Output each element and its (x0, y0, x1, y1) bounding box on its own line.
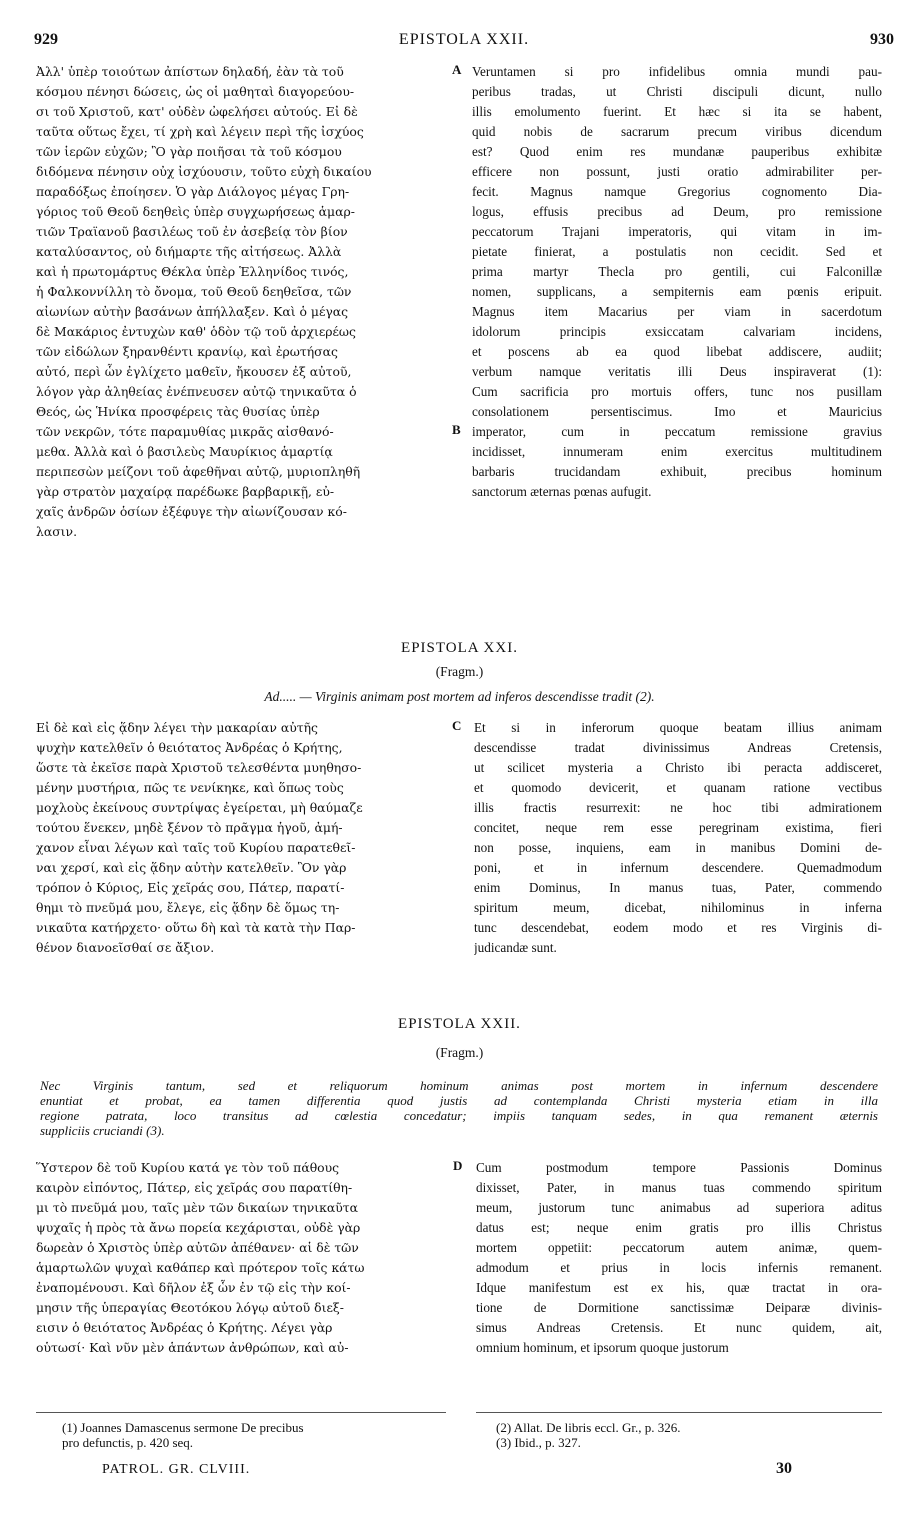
block1-greek-column (36, 62, 446, 542)
greek-text-line: διδόμενα πένησιν οὐχ ἰσχύουσιν, τοῦτο εὐχὴ δικαίου (36, 164, 372, 179)
latin-text-line: Et si in inferorum quoque beatam illius animam (474, 720, 882, 735)
epistola-21-title: EPISTOLA XXI. (401, 640, 518, 656)
epistola-21-fragment: (Fragm.) (435, 664, 484, 679)
footnote-line: (3) Ibid., p. 327. (496, 1435, 581, 1450)
epistola-22-fragment: (Fragm.) (435, 1045, 484, 1060)
latin-text-line: et poscens ab ea quod libebat addiscere, audiit; (472, 344, 882, 359)
epistola-21-argument: Ad..... — Virginis animam post mortem ad inferos descendisse tradit (2). (264, 689, 655, 704)
epistola-21-latin-column (474, 718, 882, 958)
epistola-22-argument (40, 1078, 878, 1138)
latin-text-line: nomen, supplicans, a sempiternis eam pœnis eripuit. (472, 284, 882, 299)
footnote-rule-right (476, 1412, 882, 1413)
latin-text-line: idolorum principis exsiccatam calvariam incidens, (472, 324, 882, 339)
greek-text-line: παραδόξως ἐποίησεν. Ὁ γὰρ Διάλογος μέγας Γρη- (36, 184, 350, 199)
greek-text-line: θημι τὸ πνεῦμά μου, ἔλεγε, εἰς ᾅδην δὲ ὅμως τη- (36, 900, 340, 915)
greek-text-line: νικαῦτα κατήρχετο· οὕτω δὴ καὶ τὰ κατὰ τὴν Παρ- (36, 920, 356, 935)
latin-text-line: spiritum meum, dicebat, nihilominus in inferna (474, 900, 882, 915)
latin-text-line: tunc descendebat, eodem modo et res Virginis di- (474, 920, 882, 935)
footnotes-left (62, 1420, 452, 1450)
greek-text-line: χανον εἶναι λέγων καὶ ταῖς τοῦ Κυρίου παρατεθεῖ- (36, 840, 356, 855)
latin-text-line: datus est; neque enim gratis pro illis Christus (476, 1220, 882, 1235)
greek-text-line: καιρὸν εἰπόντος, Πάτερ, εἰς χεῖράς σου παρατίθη- (36, 1180, 353, 1195)
greek-text-line: ἡ Φαλκοννίλλη τὸ ὄνομα, τοῦ Θεοῦ δεηθεῖσα, τῶν (36, 284, 352, 299)
greek-text-line: Εἰ δὲ καὶ εἰς ᾅδην λέγει τὴν μακαρίαν αὐτῆς (36, 720, 318, 735)
latin-text-line: incidisset, innumeram enim exercitus multitudinem (472, 444, 882, 459)
greek-text-line: ψυχαῖς ἡ πρὸς τὰ ἄνω πορεία κεχάρισται, οὐδὲ γὰρ (36, 1220, 361, 1235)
latin-text-line: consolationem persentiscimus. Imo et Mauricius (472, 404, 882, 419)
greek-text-line: δωρεὰν ὁ Χριστὸς ὑπὲρ αὐτῶν ἀπέθανεν· αἱ δὲ τῶν (36, 1240, 359, 1255)
greek-text-line: μησιν τῆς ὑπεραγίας Θεοτόκου λόγῳ αὐτοῦ διεξ- (36, 1300, 344, 1315)
greek-text-line: περιπεσὼν μείζονι τοῦ ἀφεθῆναι αὐτῷ, μυριοπληθῆ (36, 464, 361, 479)
margin-mark-a: A (452, 62, 462, 77)
latin-text-line: quid nobis de sacrarum precum viribus dicendum (472, 124, 882, 139)
margin-mark-b: B (452, 422, 461, 437)
latin-text-line: simus Andreas Cretensis. Et nunc quidem, ait, (476, 1320, 882, 1335)
greek-text-line: τιῶν Τραϊανοῦ βασιλέως τοῦ ἐν ἀσεβείᾳ τὸν βίον (36, 224, 348, 239)
latin-text-line: non posse, inquiens, eam in manibus Domini de- (474, 840, 882, 855)
latin-text-line: descendisse tradat divinissimus Andreas Cretensis, (474, 740, 882, 755)
page-number-left: 929 (34, 31, 58, 48)
argument-line: Nec Virginis tantum, sed et reliquorum hominum animas post mortem in infernum descendere (40, 1078, 878, 1093)
latin-text-line: omnium hominum, et ipsorum quoque justorum (476, 1340, 729, 1355)
latin-text-line: illis emolumento fuerint. Et hæc si ita se habent, (472, 104, 882, 119)
latin-text-line: meum, justorum tunc animabus ad superiora aditus (476, 1200, 882, 1215)
greek-text-line: αἰωνίων αὐτὴν βασάνων ἀπήλλαξεν. Καὶ ὁ μέγας (36, 304, 349, 319)
footnotes-right (496, 1420, 876, 1450)
greek-text-line: Θεός, ὡς Ἡνίκα προσφέρεις τὰς θυσίας ὑπὲρ (36, 404, 320, 419)
greek-text-line: εισιν ὁ θειότατος Ἀνδρέας ὁ Κρήτης. Λέγει γὰρ (36, 1320, 333, 1335)
footnote-line: (2) Allat. De libris eccl. Gr., p. 326. (496, 1420, 681, 1435)
latin-text-line: efficere non possunt, justi oratio admirabiliter per- (472, 164, 882, 179)
greek-text-line: σι τοῦ Χριστοῦ, κατ' οὐδὲν ὠφελήσει αὐτούς. Εἰ δὲ (36, 104, 358, 119)
latin-text-line: Veruntamen si pro infidelibus omnia mundi pau- (472, 64, 882, 79)
greek-text-line: τῶν νεκρῶν, τότε παραμυθίας μικρᾶς αἰσθανό- (36, 424, 334, 439)
margin-mark-c: C (452, 718, 462, 733)
latin-text-line: Cum sacrificia pro mortuis offers, tunc nos pusillam (472, 384, 882, 399)
latin-text-line: pietate finierat, a postulatis non cecidit. Sed et (472, 244, 882, 259)
greek-text-line: καὶ ἡ πρωτομάρτυς Θέκλα ὑπὲρ Ἑλληνίδος τινός, (36, 264, 349, 279)
latin-text-line: poni, et in infernum descendere. Quemadmodum (474, 860, 882, 875)
greek-text-line: μένην μυστήρια, πῶς τε νενίκηκε, καὶ ὅπως τοὺς (36, 780, 344, 795)
margin-mark-d: D (453, 1158, 463, 1173)
greek-text-line: μι τὸ πνεῦμά μου, ταῖς μὲν τῶν δικαίων τηνικαῦτα (36, 1200, 358, 1215)
latin-text-line: judicandæ sunt. (474, 940, 557, 955)
latin-text-line: est? Quod enim res mundanæ pauperibus exhibitæ (472, 144, 882, 159)
greek-text-line: ὥστε τὰ ἐκεῖσε παρὰ Χριστοῦ τελεσθέντα μυηθησο- (36, 760, 362, 775)
running-title: EPISTOLA XXII. (398, 31, 530, 48)
greek-text-line: ἐναπομένουσι. Καὶ δῆλον ἐξ ὧν ἐν τῷ εἰς τὴν κοί- (36, 1280, 351, 1295)
argument-line: suppliciis cruciandi (3). (40, 1123, 165, 1138)
epistola-22-latin-column (476, 1158, 882, 1358)
greek-text-line: ταῦτα οὕτως ἔχει, τί χρὴ καὶ λέγειν περὶ τῆς ἰσχύος (36, 124, 364, 139)
footnote-rule-left (36, 1412, 446, 1413)
latin-text-line: peccatorum Trajani imperatoris, qui vitam in im- (472, 224, 882, 239)
latin-text-line: illis fractis resurrexit: ne hoc tibi admirationem (474, 800, 882, 815)
greek-text-line: μεθα. Ἀλλὰ καὶ ὁ βασιλεὺς Μαυρίκιος ἁμαρτίᾳ (36, 444, 333, 459)
latin-text-line: ut scilicet mysteria a Christo ibi peracta addisceret, (474, 760, 882, 775)
greek-text-line: χαῖς ἀνδρῶν ὁσίων ἐξέφυγε τὴν αἰωνίζουσαν κό- (36, 504, 347, 519)
latin-text-line: imperator, cum in peccatum remissione gravius (472, 424, 882, 439)
latin-text-line: admodum et prius in locis infernis remanent. (476, 1260, 882, 1275)
latin-text-line: Cum postmodum tempore Passionis Dominus (476, 1160, 882, 1175)
latin-text-line: fecit. Magnus namque Gregorius cognomento Dia- (472, 184, 882, 199)
latin-text-line: verbum namque veritatis illi Deus inspiraverat (1): (472, 364, 882, 379)
block1-latin-column (472, 62, 882, 502)
argument-line: regione patrata, loco transitus ad cœlestia concedatur; impiis tanquam sedes, in qua remanent æternis (40, 1108, 878, 1123)
greek-text-line: γόριος τοῦ Θεοῦ δεηθεὶς ὑπὲρ συγχωρήσεως ἁμαρ- (36, 204, 355, 219)
greek-text-line: τῶν εἰδώλων ξηρανθέντι κρανίῳ, καὶ ἐρωτήσας (36, 344, 338, 359)
series-footer: PATROL. GR. CLVIII. (102, 1462, 251, 1477)
epistola-22-greek-column (36, 1158, 446, 1358)
greek-text-line: θένον διανοεῖσθαί σε ἄξιον. (36, 940, 215, 955)
greek-text-line: τρόπον ὁ Κύριος, Εἰς χεῖράς σου, Πάτερ, παρατί- (36, 880, 345, 895)
greek-text-line: δὲ Μακάριος ἐντυχὼν καθ' ὁδὸν τῷ τοῦ ἀρχιερέως (36, 324, 356, 339)
latin-text-line: dixisset, Pater, in manus tuas commendo spiritum (476, 1180, 882, 1195)
latin-text-line: prima martyr Thecla pro gentili, cui Falconillæ (472, 264, 882, 279)
page-number-right: 930 (870, 31, 894, 48)
epistola-22-title: EPISTOLA XXII. (398, 1016, 521, 1032)
latin-text-line: peribus tradas, ut Christi discipuli dicunt, nullo (472, 84, 882, 99)
greek-text-line: κόσμου πένησι δώσεις, ὡς οἱ μαθηταὶ διαγορεύου- (36, 84, 355, 99)
running-header (34, 31, 894, 57)
greek-text-line: μοχλοὺς ἐκείνους συντρίψας ἐγείρεται, μὴ θαύμαζε (36, 800, 363, 815)
latin-text-line: tione de Dormitione sanctissimæ Deiparæ divinis- (476, 1300, 882, 1315)
greek-text-line: τούτου ἕνεκεν, μηδὲ ξένον τὸ πρᾶγμα ἡγοῦ, ἀμή- (36, 820, 343, 835)
footnote-line: pro defunctis, p. 420 seq. (62, 1435, 194, 1450)
latin-text-line: enim Dominus, In manus tuas, Pater, commendo (474, 880, 882, 895)
latin-text-line: sanctorum æternas pœnas aufugit. (472, 484, 652, 499)
greek-text-line: ἁμαρτωλῶν ψυχαὶ καθάπερ καὶ πρότερον τοῖς κάτω (36, 1260, 365, 1275)
footnote-line: (1) Joannes Damascenus sermone De precibus (62, 1420, 304, 1435)
greek-text-line: λασιν. (36, 524, 78, 539)
latin-text-line: Magnus item Macarius per viam in sacerdotum (472, 304, 882, 319)
latin-text-line: concitet, neque rem esse peregrinam existima, fieri (474, 820, 882, 835)
latin-text-line: Idque manifestum est ex his, quæ tractat in ora- (476, 1280, 882, 1295)
greek-text-line: αὐτό, περὶ ὧν ἐγλίχετο μαθεῖν, ἤκουσεν ἐξ αὐτοῦ, (36, 364, 352, 379)
latin-text-line: mortem oppetiit: peccatorum autem animæ, quem- (476, 1240, 882, 1255)
greek-text-line: τῶν ἱερῶν εὐχῶν; Ὃ γὰρ ποιῆσαι τὰ τοῦ κόσμου (36, 144, 342, 159)
greek-text-line: Ὕστερον δὲ τοῦ Κυρίου κατά γε τὸν τοῦ πάθους (36, 1160, 340, 1175)
latin-text-line: barbaris trucidandam exhibuit, precibus hominum (472, 464, 882, 479)
greek-text-line: Ἀλλ' ὑπὲρ τοιούτων ἀπίστων δηλαδή, ἐὰν τὰ τοῦ (36, 64, 344, 79)
greek-text-line: οὑτωσί· Καὶ νῦν μὲν ἁπάντων ἀνθρώπων, καὶ αὐ- (36, 1340, 349, 1355)
greek-text-line: ναι χερσί, καὶ εἰς ᾅδην αὐτὴν κατελθεῖν. Ὃν γὰρ (36, 860, 347, 875)
latin-text-line: logus, effusis precibus ad Deum, pro remissione (472, 204, 882, 219)
greek-text-line: λόγον γὰρ ἀληθείας ἐνέπνευσεν αὐτῷ τηνικαῦτα ὁ (36, 384, 357, 399)
latin-text-line: et quomodo devicerit, et quanam ratione vectibus (474, 780, 882, 795)
argument-line: enuntiat et probat, ea tamen differentia quod justis ad contemplanda Christi mysteria etiam in illa (40, 1093, 878, 1108)
greek-text-line: ψυχὴν κατελθεῖν ὁ θειότατος Ἀνδρέας ὁ Κρήτης, (36, 740, 343, 755)
greek-text-line: γὰρ στρατὸν μαχαίρᾳ παρέδωκε βαρβαρικῇ, εὐ- (36, 484, 335, 499)
signature-mark: 30 (776, 1460, 792, 1477)
greek-text-line: καταλύσαντος, οὐ διήμαρτε τῆς αἰτήσεως. Ἀλλὰ (36, 244, 342, 259)
epistola-21-greek-column (36, 718, 446, 958)
